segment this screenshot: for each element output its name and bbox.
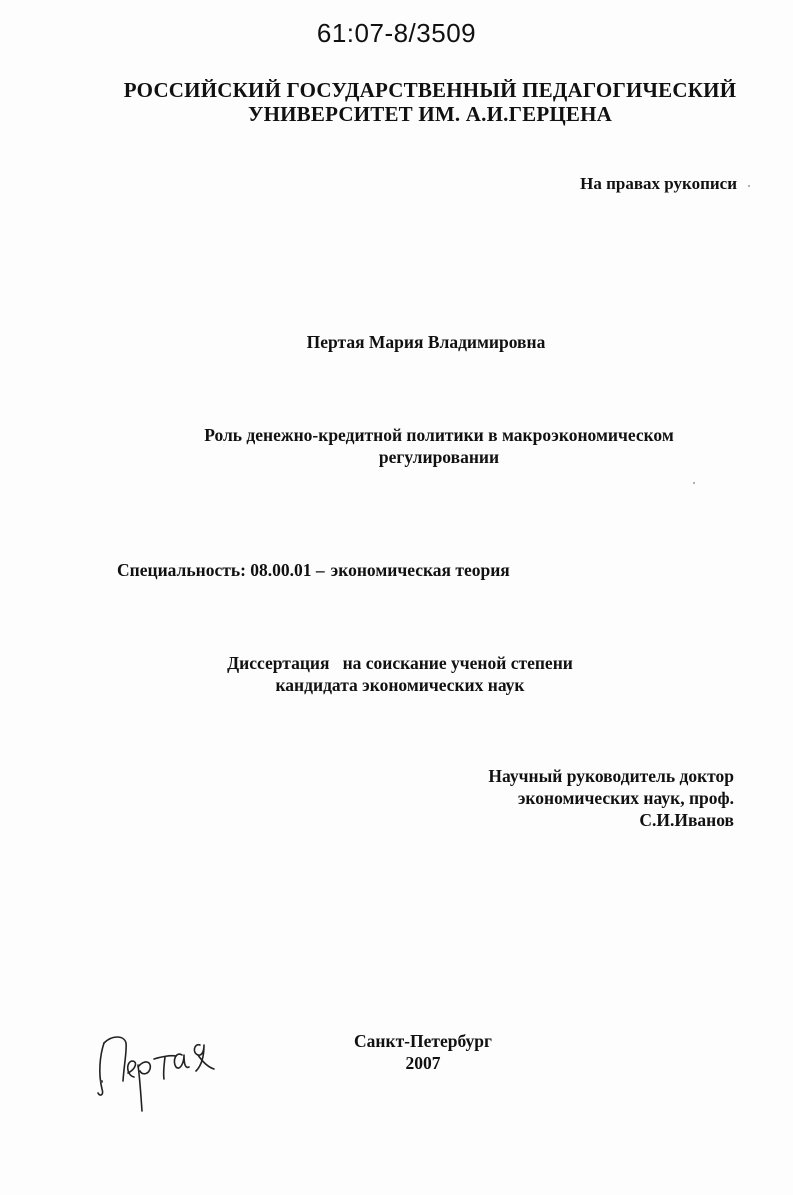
- university-name-line-2: УНИВЕРСИТЕТ ИМ. А.И.ГЕРЦЕНА: [247, 102, 613, 126]
- university-name-line-1: РОССИЙСКИЙ ГОСУДАРСТВЕННЫЙ ПЕДАГОГИЧЕСКИЙ: [123, 78, 737, 102]
- scan-speck: [748, 185, 750, 187]
- specialty: [117, 560, 510, 581]
- degree-statement-line-1: Диссертация на соискание ученой степени: [227, 653, 573, 673]
- dissertation-title-line-1: Роль денежно-кредитной политики в макроэкономическом: [204, 425, 674, 445]
- handwritten-signature: [90, 1025, 220, 1115]
- year: 2007: [405, 1053, 441, 1073]
- scientific-supervisor: [488, 765, 734, 831]
- university-name: [0, 78, 793, 126]
- archive-stamp-number: 61:07-8/3509: [316, 18, 477, 48]
- manuscript-rights-note: На правах рукописи: [580, 174, 737, 193]
- dissertation-title: [0, 424, 793, 468]
- author-name: Пертая Мария Владимировна: [306, 332, 546, 352]
- city: Санкт-Петербург: [354, 1031, 492, 1051]
- specialty-value: экономическая теория: [330, 560, 510, 580]
- specialty-label: Специальность: 08.00.01 –: [117, 560, 325, 580]
- degree-statement: [0, 652, 793, 696]
- scan-speck: [693, 482, 695, 484]
- scan-speck: [100, 1080, 103, 1083]
- supervisor-name: С.И.Иванов: [639, 810, 734, 830]
- supervisor-line-2: экономических наук, проф.: [517, 788, 734, 808]
- supervisor-line-1: Научный руководитель доктор: [488, 766, 734, 786]
- dissertation-title-line-2: регулировании: [378, 447, 500, 467]
- degree-statement-line-2: кандидата экономических наук: [275, 675, 525, 695]
